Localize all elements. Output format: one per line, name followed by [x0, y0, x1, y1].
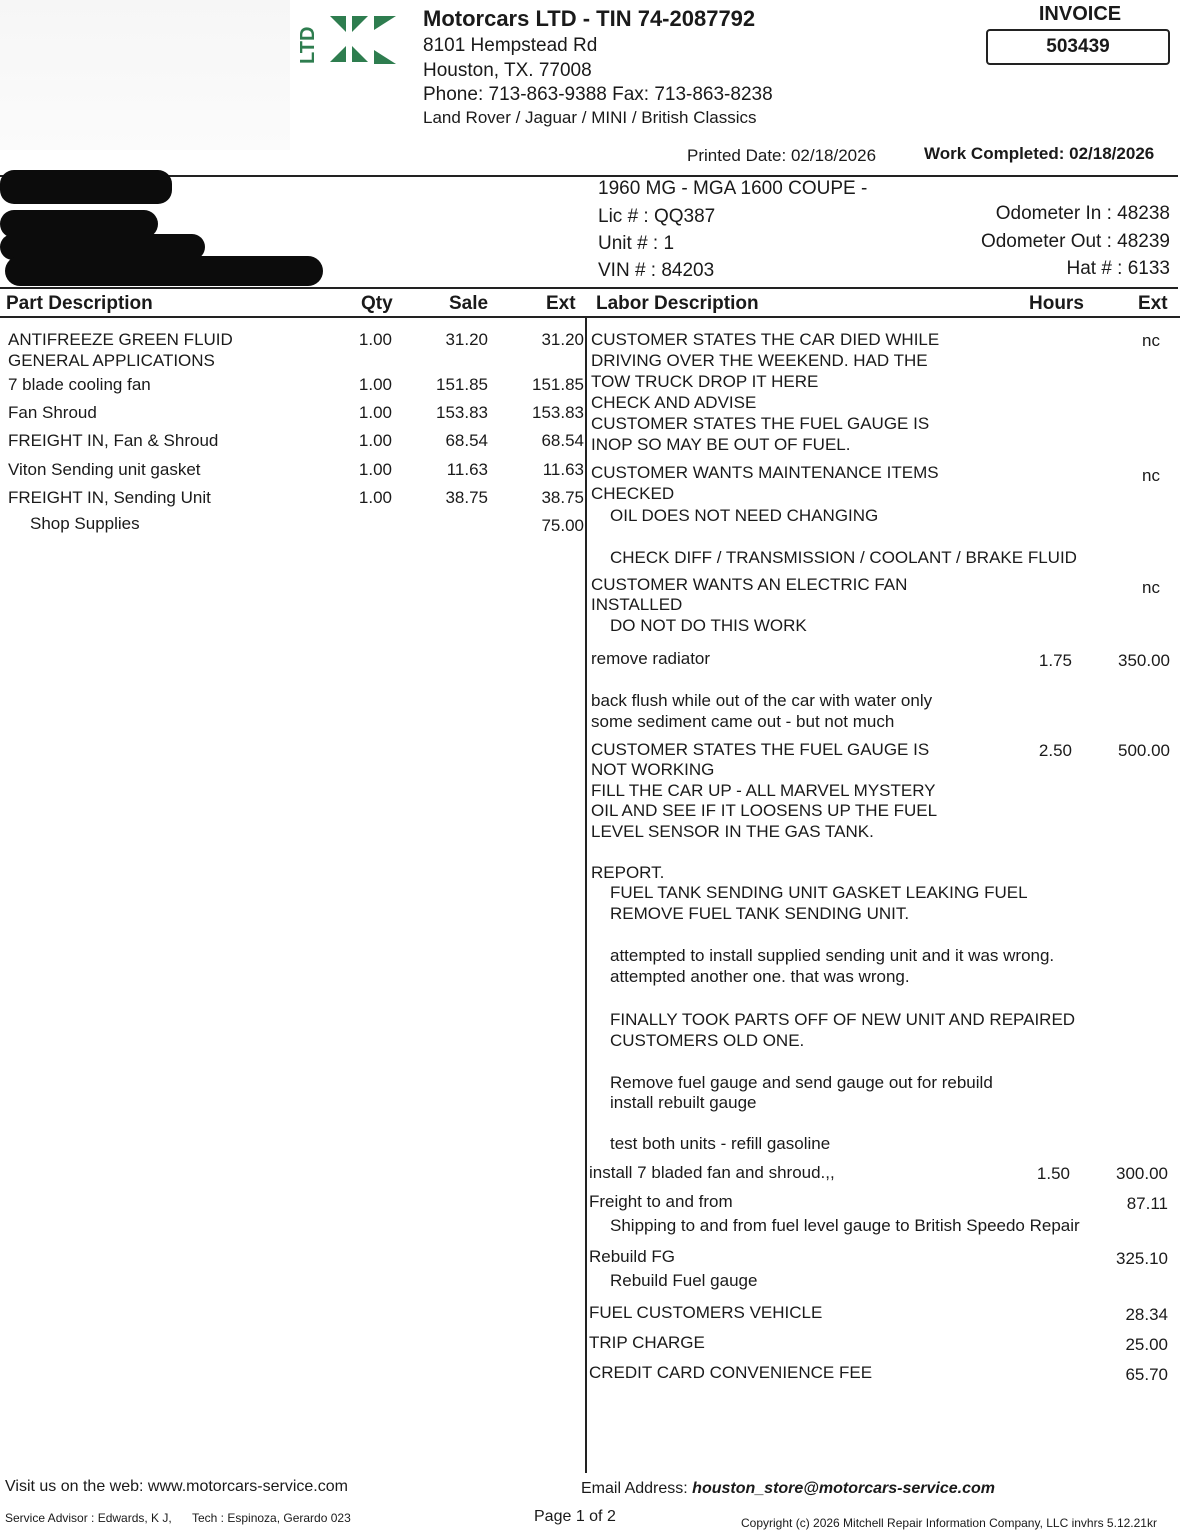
odometer-in: Odometer In : 48238: [995, 203, 1170, 224]
part-desc: Fan Shroud: [8, 403, 97, 422]
part-ext: 75.00: [541, 516, 584, 535]
part-desc: FREIGHT IN, Fan & Shroud: [8, 431, 219, 450]
footer-email-address[interactable]: houston_store@motorcars-service.com: [692, 1480, 995, 1497]
part-qty: 1.00: [358, 460, 392, 479]
labor-line: Rebuild FG: [589, 1247, 675, 1266]
part-desc: FREIGHT IN, Sending Unit: [8, 488, 211, 507]
labor-line: attempted another one. that was wrong.: [610, 967, 910, 986]
table-top-rule: [0, 287, 1178, 289]
hat-number: Hat # : 6133: [1066, 258, 1170, 279]
labor-line: install 7 bladed fan and shroud.,,: [589, 1163, 835, 1182]
part-sale: 68.54: [445, 431, 488, 450]
invoice-label: INVOICE: [1038, 3, 1122, 25]
labor-line: Freight to and from: [589, 1192, 733, 1211]
part-desc: Shop Supplies: [30, 514, 140, 533]
labor-line: CHECK DIFF / TRANSMISSION / COOLANT / BRAKE FLUID: [610, 548, 1077, 567]
labor-line: back flush while out of the car with water only: [591, 691, 933, 710]
labor-ext: nc: [1142, 331, 1160, 350]
copyright: Copyright (c) 2026 Mitchell Repair Information Company, LLC invhrs 5.12.21kr: [741, 1516, 1157, 1530]
labor-line: attempted to install supplied sending unit and it was wrong.: [610, 946, 1055, 965]
labor-ext: 25.00: [1125, 1335, 1168, 1354]
labor-line: NOT WORKING: [591, 760, 715, 779]
vehicle-description: 1960 MG - MGA 1600 COUPE -: [598, 178, 868, 199]
part-ext: 31.20: [541, 330, 584, 349]
header-part-ext: Ext: [546, 293, 576, 314]
part-qty: 1.00: [358, 375, 392, 394]
labor-line: INSTALLED: [591, 595, 683, 614]
printed-date: Printed Date: 02/18/2026: [687, 146, 877, 165]
header-labor-description: Labor Description: [596, 293, 759, 314]
logo-text: LTD: [297, 26, 319, 64]
company-address-line1: 8101 Hempstead Rd: [423, 35, 598, 56]
labor-ext: 500.00: [1118, 741, 1170, 760]
labor-line: Remove fuel gauge and send gauge out for rebuild: [610, 1073, 993, 1092]
part-sale: 153.83: [436, 403, 488, 422]
header-hours: Hours: [1029, 293, 1084, 314]
part-ext: 11.63: [542, 460, 584, 479]
labor-line: Shipping to and from fuel level gauge to British Speedo Repair: [610, 1216, 1080, 1235]
vehicle-vin: VIN # : 84203: [598, 260, 715, 281]
part-ext: 153.83: [532, 403, 584, 422]
redaction-bar: [0, 170, 172, 204]
labor-hours: 2.50: [1038, 741, 1072, 760]
vehicle-unit: Unit # : 1: [598, 233, 675, 254]
labor-line: OIL DOES NOT NEED CHANGING: [610, 506, 879, 525]
labor-ext: 28.34: [1125, 1305, 1168, 1324]
part-qty: 1.00: [358, 403, 392, 422]
header-part-description: Part Description: [6, 293, 153, 314]
labor-line: test both units - refill gasoline: [610, 1134, 831, 1153]
part-sale: 11.63: [446, 460, 488, 479]
labor-line: CREDIT CARD CONVENIENCE FEE: [589, 1363, 873, 1382]
company-phone-fax: Phone: 713-863-9388 Fax: 713-863-8238: [423, 84, 773, 105]
labor-line: TOW TRUCK DROP IT HERE: [591, 372, 819, 391]
redaction-bar: [5, 256, 323, 286]
labor-ext: 300.00: [1116, 1164, 1168, 1183]
part-desc: ANTIFREEZE GREEN FLUID: [8, 330, 233, 349]
part-qty: 1.00: [358, 488, 392, 507]
labor-line: CHECK AND ADVISE: [591, 393, 757, 412]
column-divider: [585, 318, 587, 1473]
labor-ext: 350.00: [1118, 651, 1170, 670]
part-desc: 7 blade cooling fan: [8, 375, 151, 394]
header-rule: [0, 175, 1178, 177]
labor-ext: 65.70: [1125, 1365, 1168, 1384]
footer-web: [5, 1478, 348, 1496]
invoice-number: 503439: [986, 29, 1170, 65]
labor-line: FINALLY TOOK PARTS OFF OF NEW UNIT AND REPAIRED: [610, 1010, 1076, 1029]
part-ext: 68.54: [541, 431, 584, 450]
header-labor-ext: Ext: [1138, 293, 1168, 314]
page-number: Page 1 of 2: [534, 1508, 616, 1525]
labor-line: CUSTOMER WANTS AN ELECTRIC FAN: [591, 575, 908, 594]
part-qty: 1.00: [358, 330, 392, 349]
labor-hours: 1.50: [1036, 1164, 1070, 1183]
labor-line: Rebuild Fuel gauge: [610, 1271, 758, 1290]
part-ext: 151.85: [532, 375, 584, 394]
labor-ext: 87.11: [1126, 1194, 1168, 1213]
labor-line: REPORT.: [591, 863, 665, 882]
part-desc: Viton Sending unit gasket: [8, 460, 201, 479]
footer-web-label: Visit us on the web:: [5, 1478, 144, 1495]
odometer-out: Odometer Out : 48239: [980, 231, 1170, 252]
labor-line: LEVEL SENSOR IN THE GAS TANK.: [591, 822, 874, 841]
part-qty: 1.00: [358, 431, 392, 450]
header-sale: Sale: [449, 293, 489, 314]
footer-email: [581, 1480, 995, 1498]
part-sale: 151.85: [436, 375, 488, 394]
part-desc-line2: GENERAL APPLICATIONS: [8, 351, 215, 370]
labor-line: CHECKED: [591, 484, 675, 503]
company-address-line2: Houston, TX. 77008: [423, 60, 592, 81]
part-sale: 38.75: [445, 488, 488, 507]
labor-line: CUSTOMERS OLD ONE.: [610, 1031, 805, 1050]
vehicle-lic: Lic # : QQ387: [598, 206, 716, 227]
company-name-tin: Motorcars LTD - TIN 74-2087792: [423, 6, 756, 31]
footer-web-url[interactable]: www.motorcars-service.com: [147, 1478, 348, 1495]
labor-line: remove radiator: [591, 649, 711, 668]
labor-line: CUSTOMER WANTS MAINTENANCE ITEMS: [591, 463, 939, 482]
service-advisor: Service Advisor : Edwards, K J,: [5, 1511, 172, 1525]
labor-ext: nc: [1142, 466, 1160, 485]
labor-line: FUEL CUSTOMERS VEHICLE: [589, 1303, 823, 1322]
labor-line: OIL AND SEE IF IT LOOSENS UP THE FUEL: [591, 801, 938, 820]
header-bottom-rule: [0, 316, 1180, 318]
part-sale: 31.20: [445, 330, 488, 349]
labor-line: INOP SO MAY BE OUT OF FUEL.: [591, 435, 851, 454]
labor-line: CUSTOMER STATES THE CAR DIED WHILE: [591, 330, 940, 349]
labor-line: TRIP CHARGE: [589, 1333, 705, 1352]
scan-artifact: [0, 0, 290, 150]
footer-email-label: Email Address:: [581, 1480, 688, 1497]
labor-line: REMOVE FUEL TANK SENDING UNIT.: [610, 904, 910, 923]
labor-line: CUSTOMER STATES THE FUEL GAUGE IS: [591, 740, 930, 759]
labor-line: FILL THE CAR UP - ALL MARVEL MYSTERY: [591, 781, 936, 800]
technician: Tech : Espinoza, Gerardo 023: [192, 1511, 351, 1525]
labor-line: some sediment came out - but not much: [591, 712, 895, 731]
labor-line: CUSTOMER STATES THE FUEL GAUGE IS: [591, 414, 930, 433]
labor-line: FUEL TANK SENDING UNIT GASKET LEAKING FUEL: [610, 883, 1028, 902]
labor-line: DRIVING OVER THE WEEKEND. HAD THE: [591, 351, 928, 370]
part-ext: 38.75: [541, 488, 584, 507]
company-logo: [297, 14, 400, 66]
header-qty: Qty: [361, 293, 393, 314]
labor-line: DO NOT DO THIS WORK: [610, 616, 807, 635]
work-completed-date: Work Completed: 02/18/2026: [924, 144, 1155, 163]
labor-hours: 1.75: [1038, 651, 1072, 670]
labor-ext: nc: [1142, 578, 1160, 597]
labor-ext: 325.10: [1116, 1249, 1168, 1268]
company-brands: Land Rover / Jaguar / MINI / British Classics: [423, 108, 757, 127]
labor-line: install rebuilt gauge: [610, 1093, 757, 1112]
